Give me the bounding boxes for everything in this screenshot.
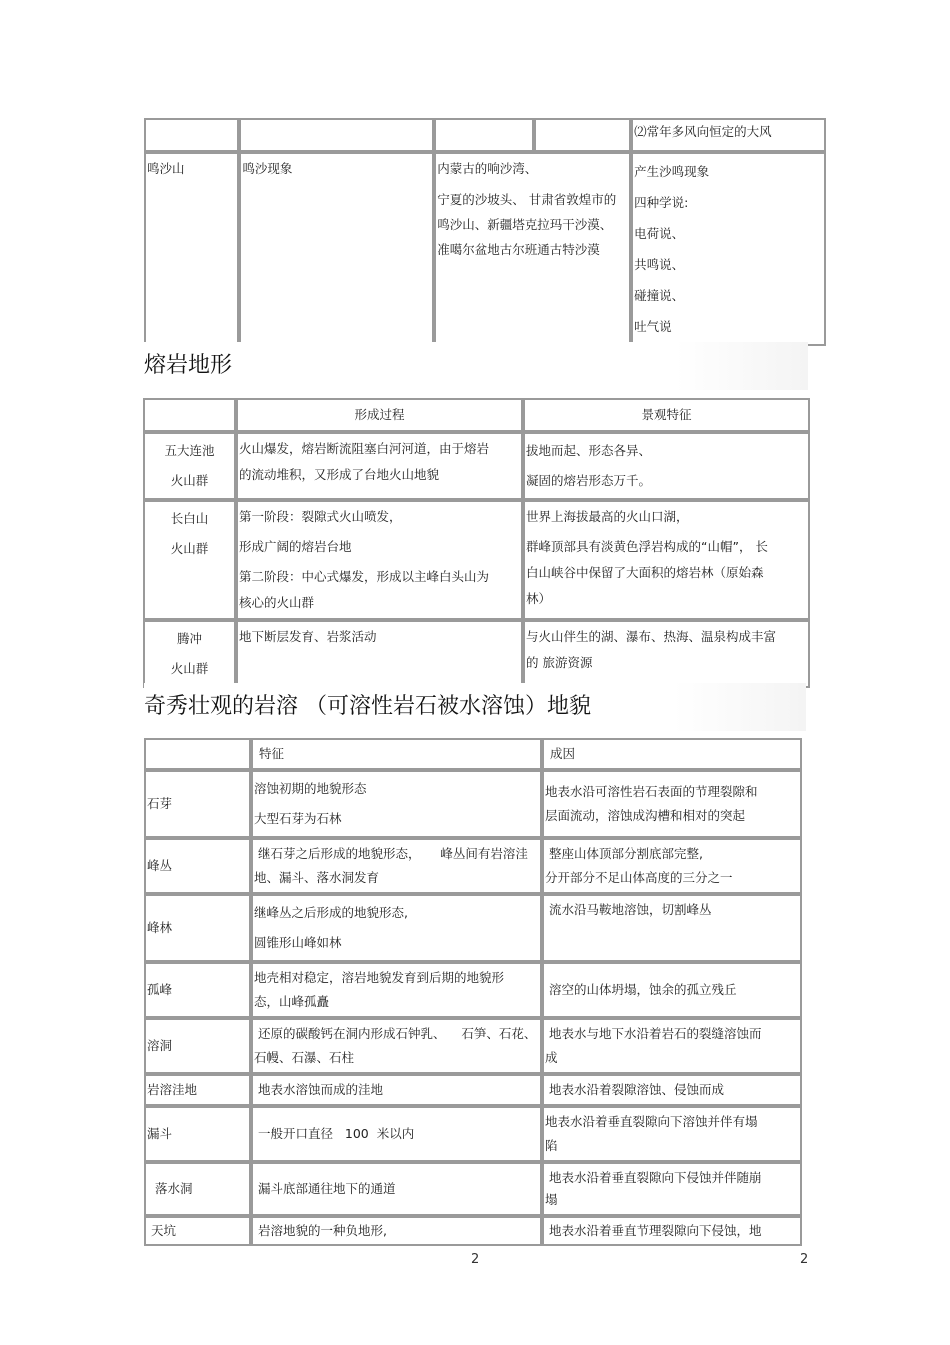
feature-cell xyxy=(251,1216,542,1246)
table-cell xyxy=(144,118,239,152)
cause-cell xyxy=(542,894,802,962)
text-line: 层面流动，溶蚀成沟槽和相对的突起 xyxy=(545,808,746,823)
text-line: 第二阶段：中心式爆发，形成以主峰白头山为 xyxy=(239,569,490,584)
table-row xyxy=(144,838,802,894)
feature-cell xyxy=(251,962,542,1018)
text-line: 漏斗底部通往地下的通道 xyxy=(254,1181,396,1196)
row-name: 岩溶洼地 xyxy=(144,1074,251,1106)
text-line: 地表水沿着垂直节理裂隙向下侵蚀，地 xyxy=(545,1223,762,1238)
row-name xyxy=(143,620,236,688)
text-line: 地表水沿着垂直裂隙向下溶蚀并伴有塌 xyxy=(545,1114,758,1129)
process-cell xyxy=(236,432,523,500)
text-line: 的流动堆积，又形成了台地火山地貌 xyxy=(239,467,440,482)
page-number: 2 xyxy=(471,1252,480,1267)
text-line: 陷 xyxy=(545,1138,558,1153)
text-line: 地下断层发育、岩浆活动 xyxy=(239,629,377,644)
text-line: 凝固的熔岩形态万千。 xyxy=(526,473,652,488)
text-line: 内蒙古的响沙湾、 xyxy=(437,161,538,176)
table-row xyxy=(144,1018,802,1074)
text-line: 继峰丛之后形成的地貌形态, xyxy=(254,905,408,920)
row-name: 落水洞 xyxy=(144,1162,251,1216)
text-line: 火山爆发，熔岩断流阻塞白河河道，由于熔岩 xyxy=(239,441,490,456)
feature-cell xyxy=(251,894,542,962)
feature-cell xyxy=(251,1018,542,1074)
page-number: 2 xyxy=(800,1252,809,1267)
text-line: 腾冲 xyxy=(176,631,202,646)
row-name: 峰丛 xyxy=(144,838,251,894)
text-line: 地表水沿着垂直裂隙向下侵蚀并伴随崩 xyxy=(545,1170,762,1185)
column-header: 特征 xyxy=(251,738,542,770)
text-line: 继石芽之后形成的地貌形态， 峰丛间有岩溶洼 xyxy=(254,846,528,861)
text-line: 圆锥形山峰如林 xyxy=(254,935,342,950)
table-row xyxy=(144,1074,802,1106)
text-line: 电荷说、 xyxy=(634,226,685,241)
text-line: 的 旅游资源 xyxy=(526,655,593,670)
table-row xyxy=(143,620,810,688)
cause-cell xyxy=(542,1074,802,1106)
row-name: 漏斗 xyxy=(144,1106,251,1162)
cause-cell xyxy=(542,1162,802,1216)
text-line: 白山峡谷中保留了大面积的熔岩林（原始森 xyxy=(526,565,764,580)
text-line: 拔地而起、形态各异、 xyxy=(526,443,652,458)
table-cell: ⑵常年多风向恒定的大风 xyxy=(631,118,826,152)
text-line: 分开部分不足山体高度的三分之一 xyxy=(545,870,733,885)
lava-table xyxy=(143,398,810,688)
feature-cell xyxy=(523,620,810,688)
text-line: 地表水沿可溶性岩石表面的节理裂隙和 xyxy=(545,784,758,799)
text-line: 一般开口直径 100 米以内 xyxy=(254,1126,415,1141)
table-row xyxy=(144,1162,802,1216)
table-header-row xyxy=(144,738,802,770)
text-line: 火山群 xyxy=(170,661,209,676)
text-line: 第一阶段：裂隙式火山喷发， xyxy=(239,509,402,524)
feature-cell xyxy=(251,1106,542,1162)
text-line: 五大连池 xyxy=(164,443,215,458)
table-row xyxy=(144,962,802,1018)
feature-cell xyxy=(251,1074,542,1106)
cause-cell xyxy=(542,962,802,1018)
row-name xyxy=(143,500,236,620)
feature-cell xyxy=(251,770,542,838)
text-line: 鸣沙山、新疆塔克拉玛干沙漠、 xyxy=(437,217,613,232)
text-line: 产生沙鸣现象 xyxy=(634,164,710,179)
row-name: 天坑 xyxy=(144,1216,251,1246)
text-line: 火山群 xyxy=(170,541,209,556)
cause-cell xyxy=(542,1018,802,1074)
table-row xyxy=(143,432,810,500)
text-line: 吐气说 xyxy=(634,319,672,334)
text-line: 形成广阔的熔岩台地 xyxy=(239,539,352,554)
text-line: 与火山伴生的湖、瀑布、热海、温泉构成丰富 xyxy=(526,629,777,644)
table-row xyxy=(144,770,802,838)
cause-cell xyxy=(542,1216,802,1246)
text-line: 地壳相对稳定，溶岩地貌发育到后期的地貌形 xyxy=(254,970,505,985)
row-type: 鸣沙现象 xyxy=(239,152,434,346)
column-header xyxy=(144,738,251,770)
text-line: 岩溶地貌的一种负地形, xyxy=(254,1223,387,1238)
text-line: 态，山峰孤矗 xyxy=(254,994,330,1009)
text-line: 长白山 xyxy=(170,511,209,526)
text-line: 溶空的山体坍塌，蚀余的孤立残丘 xyxy=(545,982,737,997)
text-line: 流水沿马鞍地溶蚀，切割峰丛 xyxy=(545,902,712,917)
table-cell xyxy=(239,118,434,152)
text-line: 溶蚀初期的地貌形态 xyxy=(254,781,367,796)
text-line: 地表水与地下水沿着岩石的裂缝溶蚀而 xyxy=(545,1026,762,1041)
text-line: 四种学说: xyxy=(634,195,689,210)
table-cell xyxy=(434,118,533,152)
cause-cell xyxy=(542,838,802,894)
feature-cell xyxy=(523,432,810,500)
section-heading-karst: 奇秀壮观的岩溶 （可溶性岩石被水溶蚀）地貌 xyxy=(144,683,806,731)
text-line: 核心的火山群 xyxy=(239,595,315,610)
feature-cell xyxy=(523,500,810,620)
text-line: 塌 xyxy=(545,1192,558,1207)
text-line: 地、漏斗、落水洞发育 xyxy=(254,870,380,885)
feature-cell xyxy=(251,1162,542,1216)
text-line: 林） xyxy=(526,591,552,606)
cause-cell xyxy=(631,152,826,346)
table-row xyxy=(144,1216,802,1246)
table-row xyxy=(143,500,810,620)
row-name: 石芽 xyxy=(144,770,251,838)
text-line: 地表水溶蚀而成的洼地 xyxy=(254,1082,383,1097)
process-cell xyxy=(236,500,523,620)
text-line: 石幔、石瀑、石柱 xyxy=(254,1050,355,1065)
text-line: 整座山体顶部分割底部完整, xyxy=(545,846,703,861)
text-line: 成 xyxy=(545,1050,558,1065)
column-header: 成因 xyxy=(542,738,802,770)
row-name: 峰林 xyxy=(144,894,251,962)
row-name xyxy=(143,432,236,500)
table-row xyxy=(144,152,826,346)
text-line: 地表水沿着裂隙溶蚀、侵蚀而成 xyxy=(545,1082,724,1097)
text-line: 还原的碳酸钙在洞内形成石钟乳、 石笋、石花、 xyxy=(254,1026,537,1041)
text-line: 碰撞说、 xyxy=(634,288,685,303)
table-row xyxy=(144,1106,802,1162)
text-line: 世界上海拔最高的火山口湖， xyxy=(526,509,689,524)
table-row xyxy=(144,894,802,962)
text-line: 火山群 xyxy=(170,473,209,488)
text-line: 大型石芽为石林 xyxy=(254,811,342,826)
cause-cell xyxy=(542,1106,802,1162)
column-header xyxy=(143,398,236,432)
table-cell xyxy=(534,118,631,152)
text-line: 共鸣说、 xyxy=(634,257,685,272)
section-heading-lava: 熔岩地形 xyxy=(144,342,808,390)
table-row xyxy=(144,118,826,152)
sand-dune-table xyxy=(144,118,826,346)
row-name: 鸣沙山 xyxy=(144,152,239,346)
process-cell xyxy=(236,620,523,688)
column-header: 形成过程 xyxy=(236,398,523,432)
karst-table xyxy=(144,738,802,1246)
row-name: 溶洞 xyxy=(144,1018,251,1074)
table-header-row xyxy=(143,398,810,432)
text-line: 准噶尔盆地古尔班通古特沙漠 xyxy=(437,242,600,257)
feature-cell xyxy=(251,838,542,894)
cause-cell xyxy=(542,770,802,838)
column-header: 景观特征 xyxy=(523,398,810,432)
text-line: 宁夏的沙坡头、 甘肃省敦煌市的 xyxy=(437,192,617,207)
row-name: 孤峰 xyxy=(144,962,251,1018)
text-line: 群峰顶部具有淡黄色浮岩构成的“山帽”， 长 xyxy=(526,539,768,554)
locations-cell xyxy=(434,152,631,346)
